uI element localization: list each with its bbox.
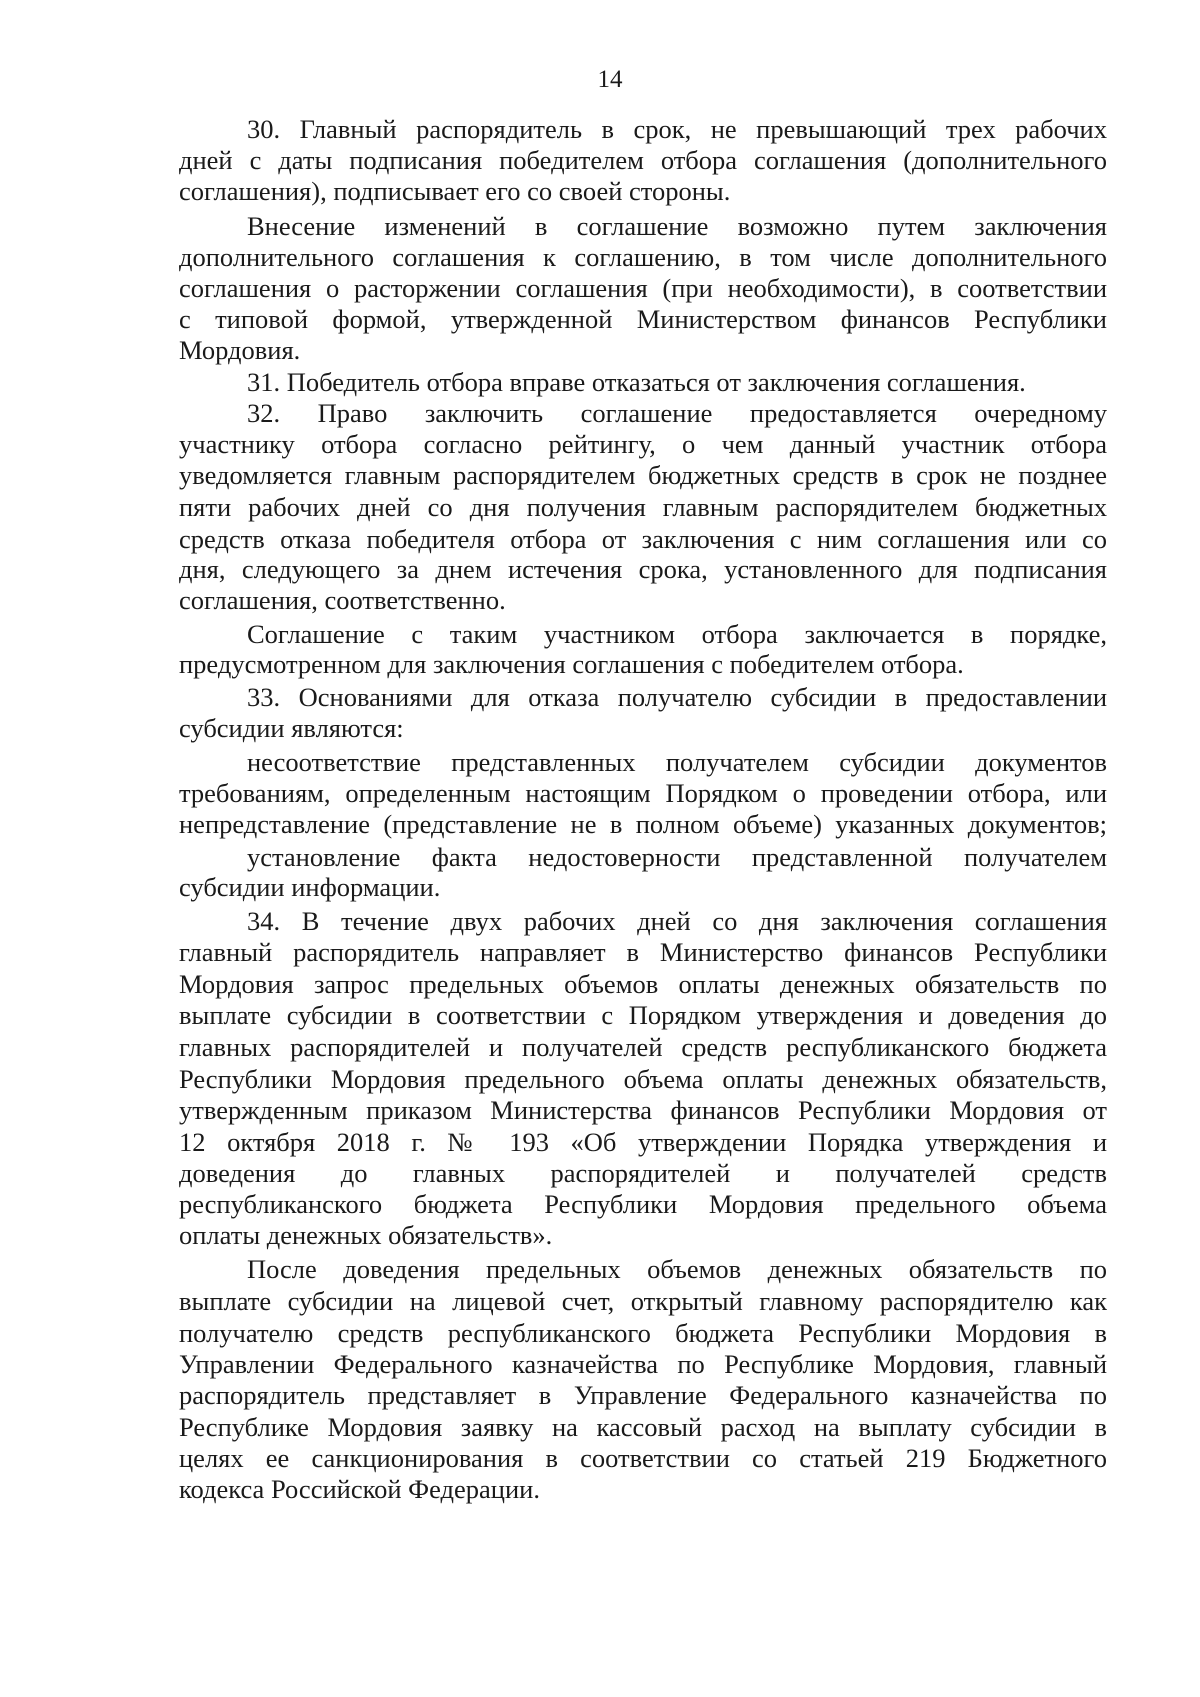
text-line: требованиям, определенным настоящим Порядком о проведении отбора, или [179,778,1107,808]
text-line: Мордовия запрос предельных объемов оплаты денежных обязательств по [179,969,1107,999]
text-line: 12 октября 2018 г. № 193 «Об утверждении Порядка утверждения и [179,1127,1107,1157]
text-line: получателю средств республиканского бюджета Республики Мордовия в [179,1318,1107,1348]
text-line: дней с даты подписания победителем отбора соглашения (дополнительного [179,145,1107,175]
text-line: Внесение изменений в соглашение возможно путем заключения [247,211,1107,241]
page-number: 14 [597,66,623,93]
text-line: установление факта недостоверности представленной получателем [247,842,1107,872]
text-line: дня, следующего за днем истечения срока, установленного для подписания [179,554,1107,584]
text-line: распорядитель представляет в Управление Федерального казначейства по [179,1380,1107,1410]
text-line: с типовой формой, утвержденной Министерством финансов Республики [179,304,1107,334]
text-line: непредставление (представление не в полном объеме) указанных документов; [179,809,1107,839]
text-line: доведения до главных распорядителей и получателей средств [179,1158,1107,1188]
text-line: оплаты денежных обязательств». [179,1220,553,1250]
text-line: 31. Победитель отбора вправе отказаться от заключения соглашения. [247,367,1026,397]
text-line: 34. В течение двух рабочих дней со дня заключения соглашения [247,906,1107,936]
text-line: республиканского бюджета Республики Мордовия предельного объема [179,1189,1107,1219]
text-line: несоответствие представленных получателем субсидии документов [247,747,1107,777]
text-line: Мордовия. [179,335,301,365]
text-line: Республике Мордовия заявку на кассовый расход на выплату субсидии в [179,1412,1107,1442]
text-line: выплате субсидии в соответствии с Порядком утверждения и доведения до [179,1000,1107,1030]
text-line: кодекса Российской Федерации. [179,1474,540,1504]
text-line: главных распорядителей и получателей средств республиканского бюджета [179,1032,1107,1062]
text-line: выплате субсидии на лицевой счет, открытый главному распорядителю как [179,1286,1107,1316]
text-line: соглашения о расторжении соглашения (при необходимости), в соответствии [179,273,1107,303]
text-line: Республики Мордовия предельного объема оплаты денежных обязательств, [179,1064,1107,1094]
text-line: субсидии являются: [179,713,404,743]
text-line: Управлении Федерального казначейства по Республике Мордовия, главный [179,1349,1107,1379]
text-line: предусмотренном для заключения соглашения с победителем отбора. [179,649,964,679]
text-line: участнику отбора согласно рейтингу, о чем данный участник отбора [179,429,1107,459]
text-line: главный распорядитель направляет в Министерство финансов Республики [179,937,1107,967]
text-line: соглашения, соответственно. [179,585,506,615]
text-line: дополнительного соглашения к соглашению, в том числе дополнительного [179,242,1107,272]
text-line: После доведения предельных объемов денежных обязательств по [247,1254,1107,1284]
text-line: субсидии информации. [179,872,441,902]
text-line: средств отказа победителя отбора от заключения с ним соглашения или со [179,524,1107,554]
text-line: пяти рабочих дней со дня получения главным распорядителем бюджетных [179,492,1107,522]
text-line: 33. Основаниями для отказа получателю субсидии в предоставлении [247,682,1107,712]
text-line: Соглашение с таким участником отбора заключается в порядке, [247,619,1107,649]
text-line: утвержденным приказом Министерства финансов Республики Мордовия от [179,1095,1107,1125]
text-line: соглашения), подписывает его со своей стороны. [179,176,731,206]
text-line: целях ее санкционирования в соответствии со статьей 219 Бюджетного [179,1443,1107,1473]
text-line: уведомляется главным распорядителем бюджетных средств в срок не позднее [179,460,1107,490]
text-line: 32. Право заключить соглашение предоставляется очередному [247,398,1107,428]
text-line: 30. Главный распорядитель в срок, не превышающий трех рабочих [247,114,1107,144]
